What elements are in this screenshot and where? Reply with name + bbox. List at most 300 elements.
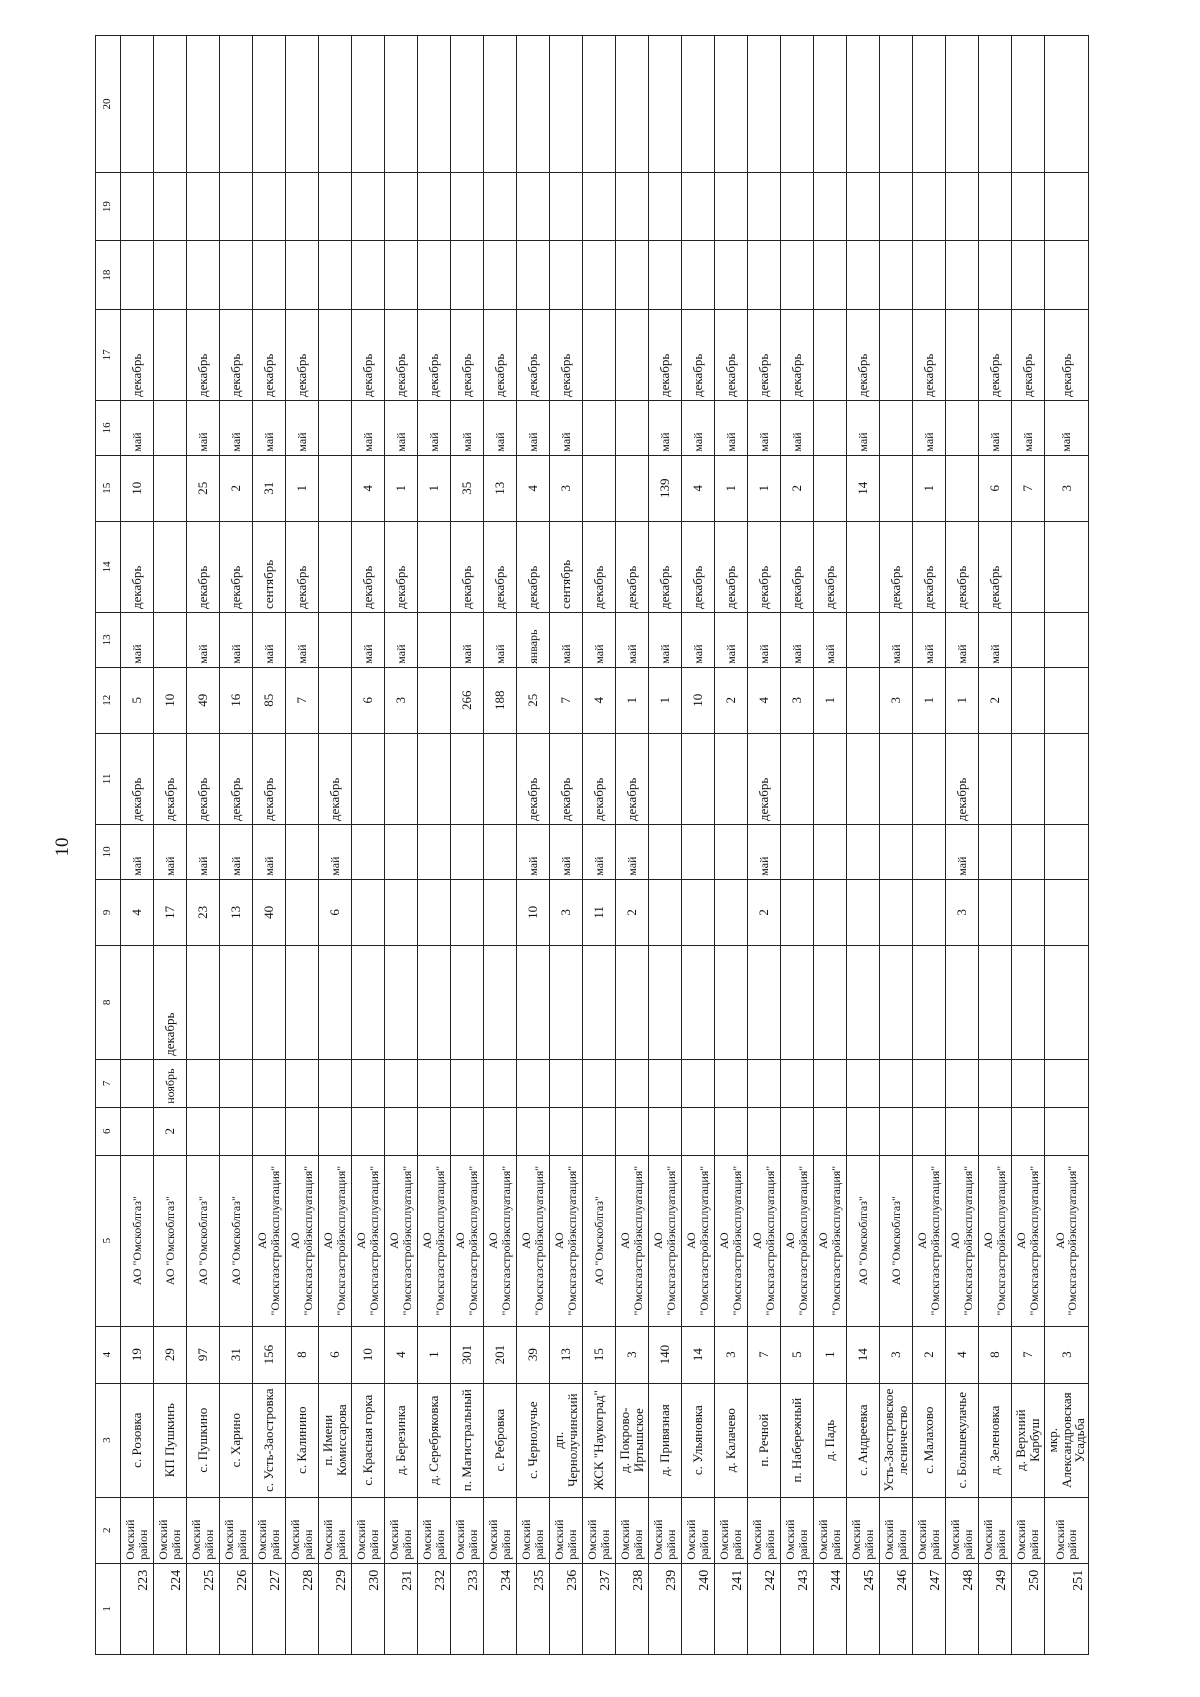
cell-c4: 1 — [814, 1326, 847, 1383]
cell-c10: май — [187, 825, 220, 880]
cell-c11 — [715, 733, 748, 824]
cell-c8 — [418, 945, 451, 1059]
cell-c17: декабрь — [484, 309, 517, 400]
cell-c15: 1 — [418, 455, 451, 521]
cell-c18 — [517, 241, 550, 309]
cell-c12: 2 — [979, 667, 1012, 733]
cell-c15: 1 — [286, 455, 319, 521]
cell-c7 — [121, 1059, 154, 1107]
cell-c15 — [616, 455, 649, 521]
cell-c18 — [748, 241, 781, 309]
cell-place: с. Усть-Заостровка — [253, 1383, 286, 1497]
cell-place: д. Верхний Карбуш — [1012, 1383, 1045, 1497]
cell-c6 — [880, 1107, 913, 1155]
cell-c17: декабрь — [352, 309, 385, 400]
cell-c14: декабрь — [352, 521, 385, 612]
cell-c4: 3 — [880, 1326, 913, 1383]
cell-c8 — [484, 945, 517, 1059]
column-header-10: 10 — [96, 825, 121, 880]
cell-c9: 2 — [616, 879, 649, 945]
cell-no: 228 — [286, 1563, 319, 1654]
cell-c6 — [1045, 1107, 1089, 1155]
cell-c4: 7 — [748, 1326, 781, 1383]
cell-c16: май — [979, 400, 1012, 455]
cell-c17: декабрь — [748, 309, 781, 400]
cell-c11 — [451, 733, 484, 824]
cell-c13: январь — [517, 613, 550, 668]
cell-c11: декабрь — [517, 733, 550, 824]
cell-c15: 2 — [781, 455, 814, 521]
cell-org: АО "Омскгазстройэксплуатация" — [517, 1155, 550, 1326]
cell-no: 235 — [517, 1563, 550, 1654]
cell-c13: май — [253, 613, 286, 668]
cell-c12 — [847, 667, 880, 733]
cell-c13: май — [880, 613, 913, 668]
cell-no: 224 — [154, 1563, 187, 1654]
table-row — [880, 36, 913, 1655]
cell-c16: май — [253, 400, 286, 455]
cell-org: АО "Омскгазстройэксплуатация" — [715, 1155, 748, 1326]
cell-c14: декабрь — [484, 521, 517, 612]
cell-c7 — [385, 1059, 418, 1107]
cell-c20 — [748, 36, 781, 173]
cell-c15: 13 — [484, 455, 517, 521]
cell-c17: декабрь — [253, 309, 286, 400]
schedule-table — [95, 35, 1089, 1655]
cell-c17: декабрь — [847, 309, 880, 400]
cell-place: п. Речной — [748, 1383, 781, 1497]
cell-c14: декабрь — [715, 521, 748, 612]
cell-c19 — [946, 172, 979, 240]
table-row — [319, 36, 352, 1655]
cell-c20 — [1045, 36, 1089, 173]
cell-c8 — [946, 945, 979, 1059]
table-row — [517, 36, 550, 1655]
cell-c7 — [880, 1059, 913, 1107]
cell-c18 — [979, 241, 1012, 309]
cell-c19 — [352, 172, 385, 240]
cell-c17 — [154, 309, 187, 400]
cell-district: Омский район — [781, 1497, 814, 1563]
cell-c9 — [385, 879, 418, 945]
cell-c14: сентябрь — [550, 521, 583, 612]
table-row — [352, 36, 385, 1655]
cell-c18 — [847, 241, 880, 309]
table-row — [451, 36, 484, 1655]
cell-c18 — [1012, 241, 1045, 309]
cell-c13: май — [682, 613, 715, 668]
cell-c20 — [286, 36, 319, 173]
cell-c10 — [715, 825, 748, 880]
cell-no: 240 — [682, 1563, 715, 1654]
cell-c10 — [1012, 825, 1045, 880]
cell-c12: 1 — [913, 667, 946, 733]
cell-c4: 10 — [352, 1326, 385, 1383]
cell-place: д. Падь — [814, 1383, 847, 1497]
cell-district: Омский район — [880, 1497, 913, 1563]
cell-c15: 1 — [913, 455, 946, 521]
cell-c4: 14 — [847, 1326, 880, 1383]
cell-c20 — [682, 36, 715, 173]
cell-no: 238 — [616, 1563, 649, 1654]
cell-c9 — [682, 879, 715, 945]
rotated-table-container — [95, 35, 1095, 1655]
cell-c16 — [154, 400, 187, 455]
cell-c18 — [154, 241, 187, 309]
cell-c20 — [484, 36, 517, 173]
cell-c15: 25 — [187, 455, 220, 521]
cell-no: 250 — [1012, 1563, 1045, 1654]
cell-org: АО "Омскгазстройэксплуатация" — [253, 1155, 286, 1326]
cell-c14: декабрь — [286, 521, 319, 612]
cell-district: Омский район — [319, 1497, 352, 1563]
cell-c13: май — [748, 613, 781, 668]
cell-org: АО "Омскгазстройэксплуатация" — [385, 1155, 418, 1326]
cell-c12: 4 — [748, 667, 781, 733]
cell-c8 — [847, 945, 880, 1059]
cell-district: Омский район — [682, 1497, 715, 1563]
cell-c16: май — [187, 400, 220, 455]
cell-c19 — [484, 172, 517, 240]
cell-org: АО "Омскгазстройэксплуатация" — [946, 1155, 979, 1326]
table-row — [154, 36, 187, 1655]
cell-c20 — [1012, 36, 1045, 173]
cell-c14: декабрь — [781, 521, 814, 612]
cell-c16: май — [682, 400, 715, 455]
cell-c13: май — [385, 613, 418, 668]
cell-c17: декабрь — [682, 309, 715, 400]
cell-c8 — [748, 945, 781, 1059]
cell-c6 — [319, 1107, 352, 1155]
cell-c12: 6 — [352, 667, 385, 733]
cell-c7 — [847, 1059, 880, 1107]
cell-org: АО "Омскгазстройэксплуатация" — [1012, 1155, 1045, 1326]
cell-district: Омский район — [1045, 1497, 1089, 1563]
cell-c8 — [253, 945, 286, 1059]
cell-c19 — [451, 172, 484, 240]
cell-c8 — [715, 945, 748, 1059]
cell-district: Омский район — [418, 1497, 451, 1563]
cell-place: д. Серебряковка — [418, 1383, 451, 1497]
cell-c4: 8 — [979, 1326, 1012, 1383]
cell-c19 — [616, 172, 649, 240]
cell-c16: май — [484, 400, 517, 455]
cell-c9: 13 — [220, 879, 253, 945]
cell-c13: май — [550, 613, 583, 668]
cell-district: Омский район — [187, 1497, 220, 1563]
cell-c8 — [352, 945, 385, 1059]
cell-org: АО "Омскгазстройэксплуатация" — [748, 1155, 781, 1326]
cell-c19 — [385, 172, 418, 240]
cell-c20 — [121, 36, 154, 173]
cell-c4: 7 — [1012, 1326, 1045, 1383]
cell-c15: 10 — [121, 455, 154, 521]
cell-org: АО "Омскгазстройэксплуатация" — [451, 1155, 484, 1326]
cell-c6 — [682, 1107, 715, 1155]
cell-no: 233 — [451, 1563, 484, 1654]
cell-c11: декабрь — [319, 733, 352, 824]
cell-c7 — [550, 1059, 583, 1107]
cell-c20 — [352, 36, 385, 173]
table-row — [286, 36, 319, 1655]
cell-c19 — [880, 172, 913, 240]
cell-c12 — [1012, 667, 1045, 733]
cell-no: 246 — [880, 1563, 913, 1654]
cell-c16 — [616, 400, 649, 455]
cell-c20 — [880, 36, 913, 173]
cell-district: Омский район — [352, 1497, 385, 1563]
cell-c9 — [286, 879, 319, 945]
cell-c11: декабрь — [121, 733, 154, 824]
cell-c6 — [517, 1107, 550, 1155]
cell-c15: 31 — [253, 455, 286, 521]
table-row — [748, 36, 781, 1655]
cell-c11 — [418, 733, 451, 824]
cell-c18 — [121, 241, 154, 309]
cell-org: АО "Омскоблгаз" — [121, 1155, 154, 1326]
cell-c6 — [913, 1107, 946, 1155]
cell-c17: декабрь — [187, 309, 220, 400]
cell-c13: май — [583, 613, 616, 668]
cell-c16: май — [220, 400, 253, 455]
cell-c11: декабрь — [187, 733, 220, 824]
cell-no: 251 — [1045, 1563, 1089, 1654]
cell-place: с. Розовка — [121, 1383, 154, 1497]
cell-place: с. Андреевка — [847, 1383, 880, 1497]
cell-district: Омский район — [451, 1497, 484, 1563]
cell-c14 — [418, 521, 451, 612]
cell-c7 — [946, 1059, 979, 1107]
cell-district: Омский район — [847, 1497, 880, 1563]
cell-c14: декабрь — [220, 521, 253, 612]
cell-c9 — [880, 879, 913, 945]
cell-c11 — [352, 733, 385, 824]
cell-c13: май — [814, 613, 847, 668]
column-header-18: 18 — [96, 241, 121, 309]
cell-c15: 7 — [1012, 455, 1045, 521]
cell-c18 — [682, 241, 715, 309]
cell-c19 — [748, 172, 781, 240]
cell-c19 — [253, 172, 286, 240]
column-header-8: 8 — [96, 945, 121, 1059]
cell-c17: декабрь — [286, 309, 319, 400]
cell-c15: 1 — [748, 455, 781, 521]
cell-c10 — [781, 825, 814, 880]
cell-place: ЖСК "Наукоград" — [583, 1383, 616, 1497]
cell-c10 — [286, 825, 319, 880]
cell-c14: декабрь — [979, 521, 1012, 612]
cell-no: 234 — [484, 1563, 517, 1654]
cell-c20 — [451, 36, 484, 173]
cell-c14 — [1012, 521, 1045, 612]
cell-c11 — [484, 733, 517, 824]
column-header-13: 13 — [96, 613, 121, 668]
cell-district: Омский район — [979, 1497, 1012, 1563]
table-row — [1045, 36, 1089, 1655]
cell-c10 — [352, 825, 385, 880]
cell-c15: 14 — [847, 455, 880, 521]
cell-c8 — [286, 945, 319, 1059]
cell-c14 — [847, 521, 880, 612]
cell-c20 — [319, 36, 352, 173]
cell-c18 — [1045, 241, 1089, 309]
cell-c10 — [451, 825, 484, 880]
cell-c7 — [1012, 1059, 1045, 1107]
cell-c17: декабрь — [649, 309, 682, 400]
cell-c7 — [913, 1059, 946, 1107]
column-header-14: 14 — [96, 521, 121, 612]
cell-c20 — [847, 36, 880, 173]
cell-c17: декабрь — [1045, 309, 1089, 400]
header-row — [96, 36, 121, 1655]
cell-c8 — [550, 945, 583, 1059]
cell-c13: май — [979, 613, 1012, 668]
cell-org: АО "Омскоблгаз" — [847, 1155, 880, 1326]
cell-c14: декабрь — [913, 521, 946, 612]
cell-district: Омский район — [484, 1497, 517, 1563]
cell-place: дп. Чернолучинский — [550, 1383, 583, 1497]
cell-c17 — [319, 309, 352, 400]
cell-c15: 3 — [1045, 455, 1089, 521]
cell-c11 — [814, 733, 847, 824]
cell-district: Омский район — [616, 1497, 649, 1563]
cell-c18 — [913, 241, 946, 309]
cell-c14: декабрь — [748, 521, 781, 612]
cell-c18 — [286, 241, 319, 309]
cell-c8 — [1012, 945, 1045, 1059]
table-row — [913, 36, 946, 1655]
cell-c14 — [1045, 521, 1089, 612]
cell-place: с. Пушкино — [187, 1383, 220, 1497]
cell-c20 — [418, 36, 451, 173]
table-row — [682, 36, 715, 1655]
cell-c15: 1 — [715, 455, 748, 521]
cell-no: 239 — [649, 1563, 682, 1654]
cell-c8 — [880, 945, 913, 1059]
cell-c13: май — [616, 613, 649, 668]
cell-c9 — [451, 879, 484, 945]
cell-no: 223 — [121, 1563, 154, 1654]
table-row — [220, 36, 253, 1655]
cell-c13: май — [715, 613, 748, 668]
cell-c16: май — [1012, 400, 1045, 455]
cell-c15: 35 — [451, 455, 484, 521]
cell-org: АО "Омскгазстройэксплуатация" — [682, 1155, 715, 1326]
cell-c4: 2 — [913, 1326, 946, 1383]
cell-c13: май — [451, 613, 484, 668]
cell-c16: май — [385, 400, 418, 455]
cell-c14: декабрь — [814, 521, 847, 612]
cell-c4: 140 — [649, 1326, 682, 1383]
cell-c9: 2 — [748, 879, 781, 945]
cell-c9 — [1045, 879, 1089, 945]
cell-c4: 1 — [418, 1326, 451, 1383]
cell-c13 — [847, 613, 880, 668]
cell-org: АО "Омскгазстройэксплуатация" — [319, 1155, 352, 1326]
cell-c12: 4 — [583, 667, 616, 733]
table-row — [1012, 36, 1045, 1655]
cell-c19 — [220, 172, 253, 240]
cell-c12: 188 — [484, 667, 517, 733]
cell-c17: декабрь — [451, 309, 484, 400]
cell-place: с. Калинино — [286, 1383, 319, 1497]
cell-c11: декабрь — [946, 733, 979, 824]
cell-c17 — [814, 309, 847, 400]
cell-c10 — [814, 825, 847, 880]
cell-c20 — [979, 36, 1012, 173]
cell-c16 — [583, 400, 616, 455]
cell-c7 — [682, 1059, 715, 1107]
table-row — [649, 36, 682, 1655]
column-header-9: 9 — [96, 879, 121, 945]
cell-c8 — [682, 945, 715, 1059]
cell-c18 — [418, 241, 451, 309]
cell-c13 — [418, 613, 451, 668]
cell-c12: 3 — [880, 667, 913, 733]
column-header-5: 5 — [96, 1155, 121, 1326]
cell-place: п. Имени Комиссарова — [319, 1383, 352, 1497]
column-header-20: 20 — [96, 36, 121, 173]
cell-c13 — [154, 613, 187, 668]
cell-no: 236 — [550, 1563, 583, 1654]
cell-c12: 266 — [451, 667, 484, 733]
cell-c18 — [715, 241, 748, 309]
cell-c17: декабрь — [220, 309, 253, 400]
cell-c18 — [385, 241, 418, 309]
cell-c19 — [550, 172, 583, 240]
cell-c12 — [418, 667, 451, 733]
cell-c10: май — [517, 825, 550, 880]
column-header-11: 11 — [96, 733, 121, 824]
cell-c12: 25 — [517, 667, 550, 733]
cell-c6 — [748, 1107, 781, 1155]
cell-c13: май — [220, 613, 253, 668]
cell-place: п. Набережный — [781, 1383, 814, 1497]
cell-c8 — [979, 945, 1012, 1059]
cell-c19 — [814, 172, 847, 240]
cell-c17: декабрь — [550, 309, 583, 400]
cell-org: АО "Омскоблгаз" — [154, 1155, 187, 1326]
cell-c11 — [1045, 733, 1089, 824]
table-body — [121, 36, 1089, 1655]
cell-c13: май — [121, 613, 154, 668]
cell-place: с. Харино — [220, 1383, 253, 1497]
cell-c12: 3 — [781, 667, 814, 733]
cell-c16: май — [550, 400, 583, 455]
cell-no: 244 — [814, 1563, 847, 1654]
cell-c4: 6 — [319, 1326, 352, 1383]
cell-c6 — [583, 1107, 616, 1155]
cell-no: 225 — [187, 1563, 220, 1654]
cell-c10: май — [121, 825, 154, 880]
cell-c7 — [451, 1059, 484, 1107]
cell-org: АО "Омскгазстройэксплуатация" — [913, 1155, 946, 1326]
cell-c4: 4 — [385, 1326, 418, 1383]
cell-org: АО "Омскоблгаз" — [583, 1155, 616, 1326]
cell-c14: декабрь — [880, 521, 913, 612]
cell-c14: сентябрь — [253, 521, 286, 612]
cell-c7 — [517, 1059, 550, 1107]
cell-c9 — [418, 879, 451, 945]
cell-c7 — [979, 1059, 1012, 1107]
cell-c19 — [1012, 172, 1045, 240]
cell-c4: 29 — [154, 1326, 187, 1383]
cell-c7 — [484, 1059, 517, 1107]
cell-c4: 4 — [946, 1326, 979, 1383]
cell-c7 — [187, 1059, 220, 1107]
cell-c14 — [154, 521, 187, 612]
cell-place: с. Красная горка — [352, 1383, 385, 1497]
